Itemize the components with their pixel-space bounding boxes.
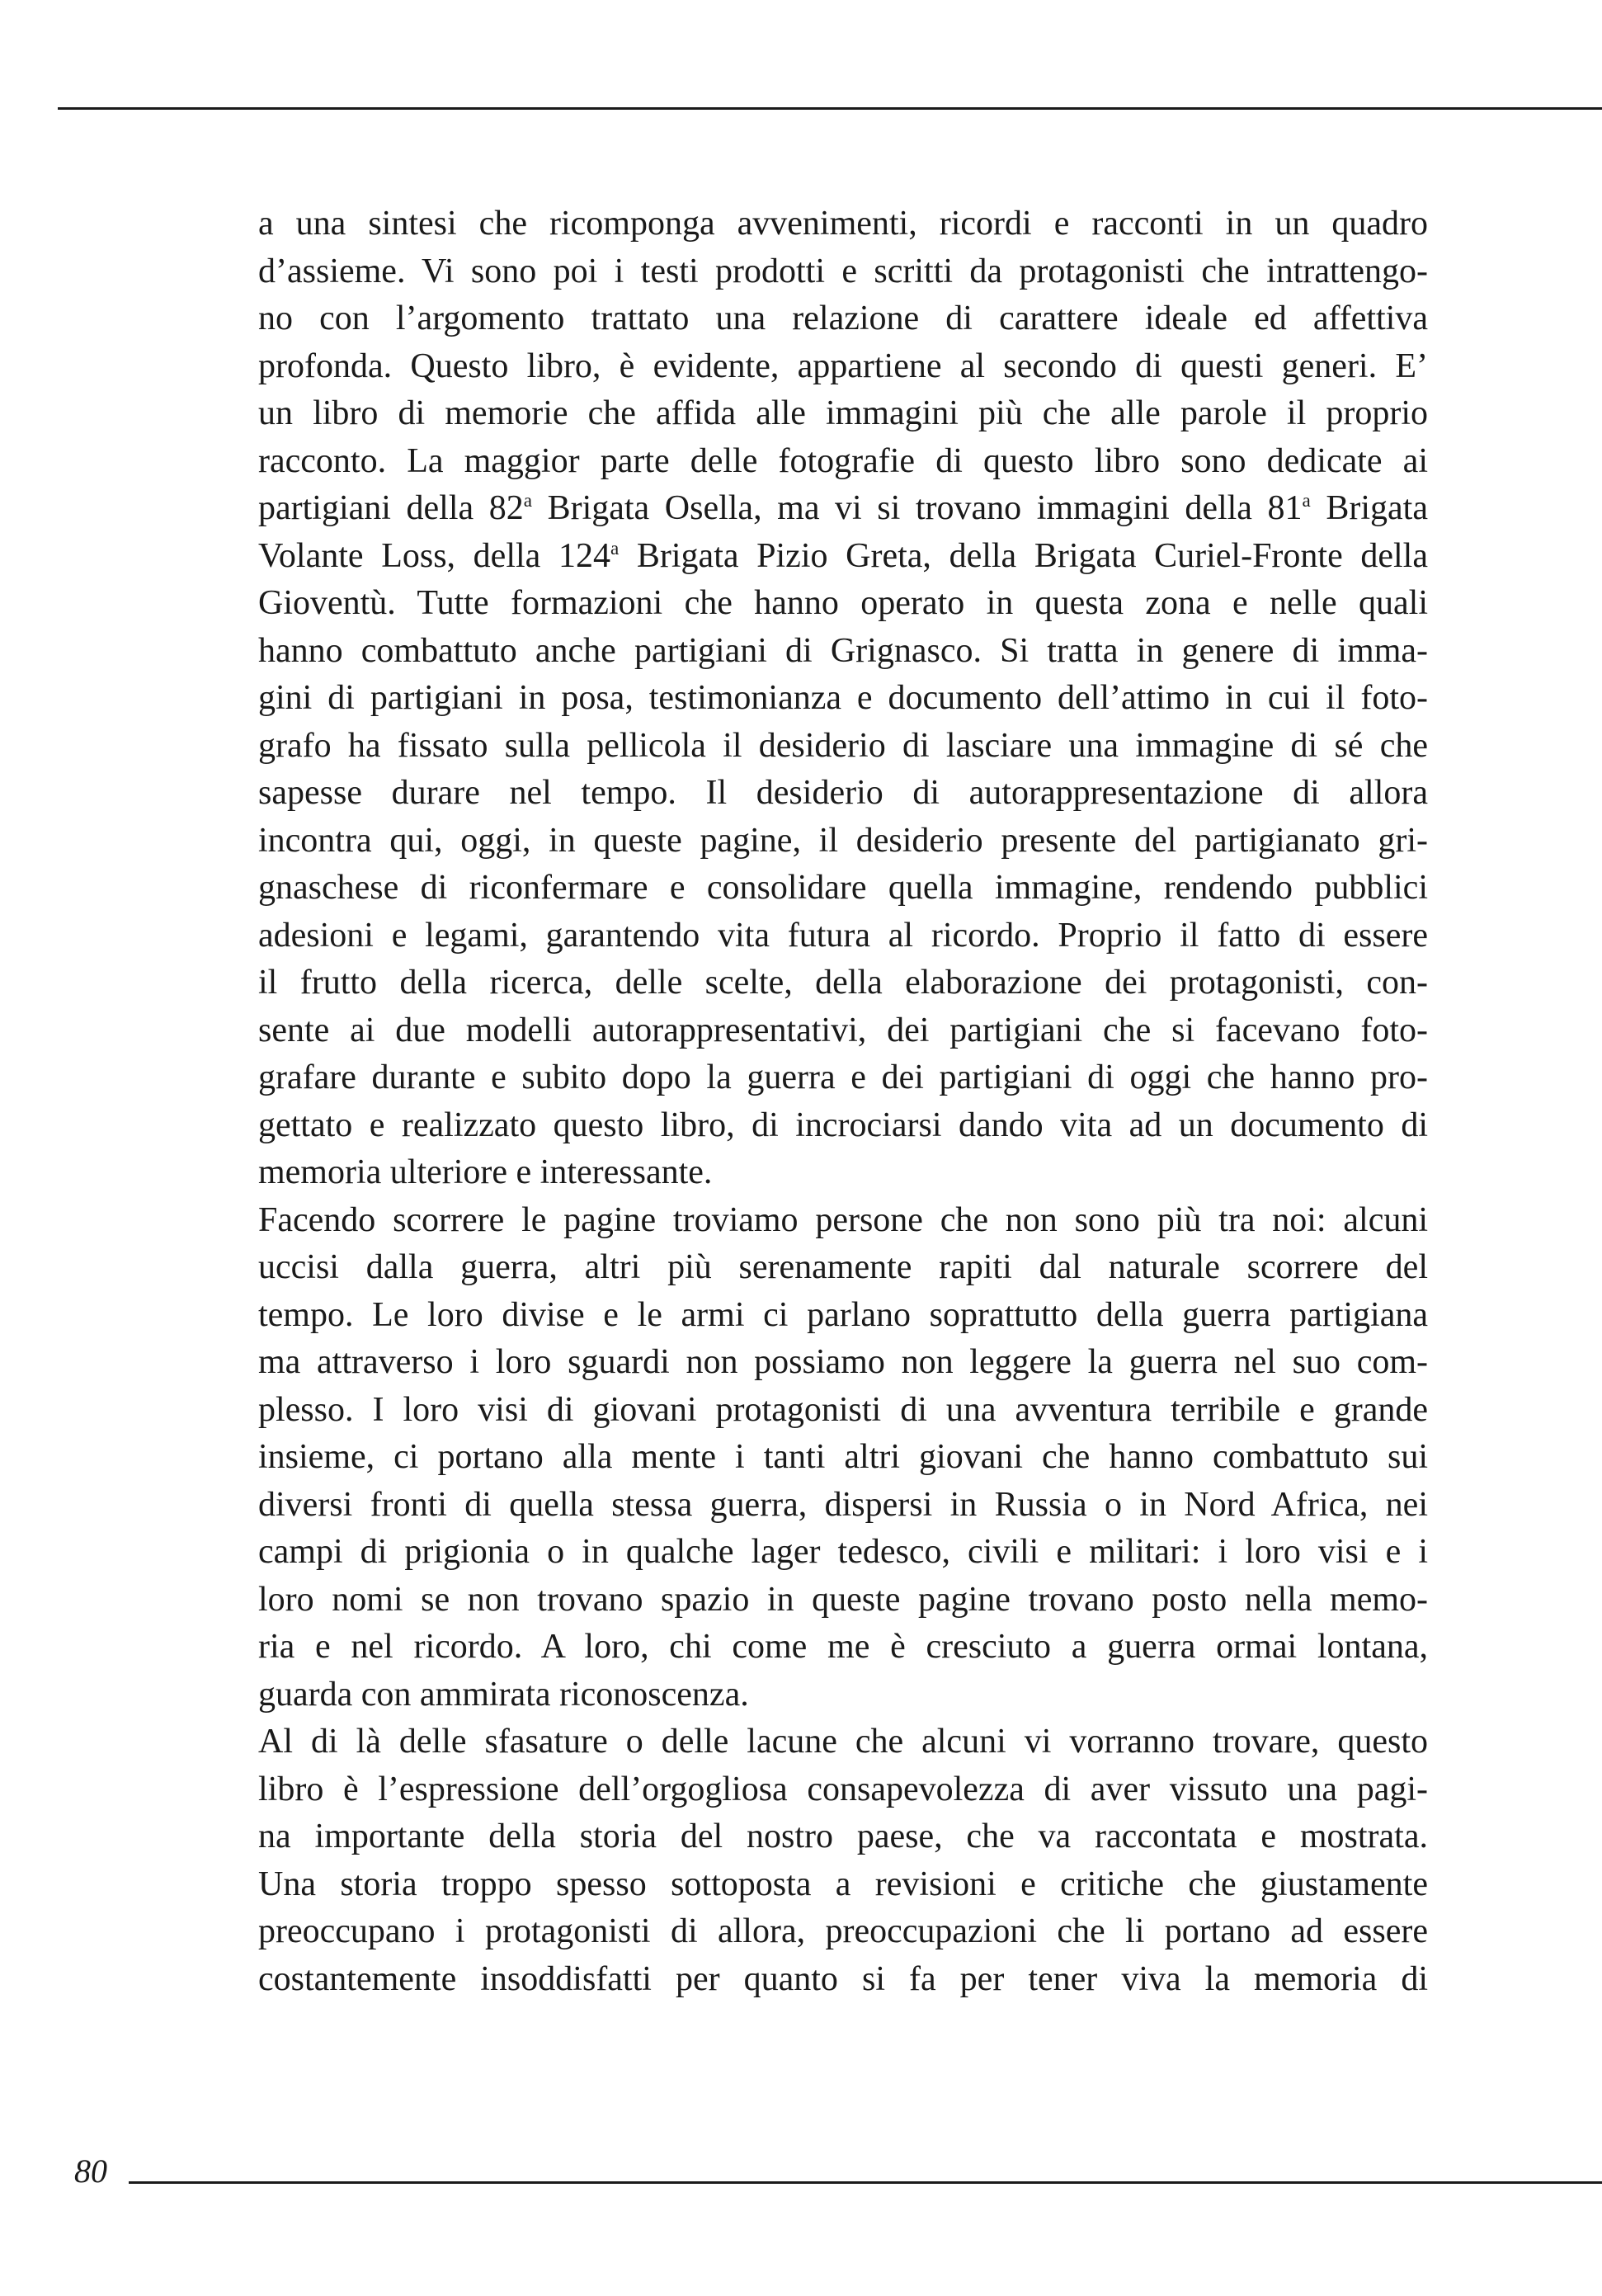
text-line: preoccupano i protagonisti di allora, preoccupazioni che li portano ad essere [258,1912,1428,1950]
text-line: un libro di memorie che affida alle immagini più che alle parole il proprio [258,394,1428,432]
paragraph-3 [258,1718,1428,2003]
text-line: plesso. I loro visi di giovani protagonisti di una avventura terribile e grande [258,1390,1428,1429]
text-line: campi di prigionia o in qualche lager tedesco, civili e militari: i loro visi e i [258,1533,1428,1571]
text-line: guarda con ammirata riconoscenza. [258,1675,749,1714]
text-line: tempo. Le loro divise e le armi ci parlano soprattutto della guerra partigiana [258,1295,1428,1334]
text-line: Una storia troppo spesso sottoposta a revisioni e critiche che giustamente [258,1865,1428,1903]
text-line: gini di partigiani in posa, testimonianza e documento dell’attimo in cui il foto- [258,679,1428,717]
footer-rule [129,2181,1602,2184]
text-line: adesioni e legami, garantendo vita futura al ricordo. Proprio il fatto di essere [258,916,1428,955]
text-line: Facendo scorrere le pagine troviamo persone che non sono più tra noi: alcuni [258,1200,1428,1239]
page-footer [74,2147,1602,2196]
text-line: grafare durante e subito dopo la guerra e dei partigiani di oggi che hanno pro- [258,1058,1428,1096]
text-line: hanno combattuto anche partigiani di Grignasco. Si tratta in genere di imma- [258,631,1428,670]
text-line: incontra qui, oggi, in queste pagine, il desiderio presente del partigianato gri- [258,821,1428,860]
text-line: insieme, ci portano alla mente i tanti altri giovani che hanno combattuto sui [258,1438,1428,1476]
text-line: costantemente insoddisfatti per quanto si fa per tener viva la memoria di [258,1959,1428,1998]
text-line: a una sintesi che ricomponga avvenimenti, ricordi e racconti in un quadro [258,205,1428,243]
page-number: 80 [74,2152,107,2190]
text-line: sente ai due modelli autorappresentativi, dei partigiani che si facevano foto- [258,1011,1428,1049]
text-line: gettato e realizzato questo libro, di incrociarsi dando vita ad un documento di [258,1106,1428,1144]
text-line: ria e nel ricordo. A loro, chi come me è cresciuto a guerra ormai lontana, [258,1628,1428,1666]
text-line: na importante della storia del nostro paese, che va raccontata e mostrata. [258,1817,1428,1855]
text-line: il frutto della ricerca, delle scelte, della elaborazione dei protagonisti, con- [258,964,1428,1002]
text-line: profonda. Questo libro, è evidente, appartiene al secondo di questi generi. E’ [258,347,1428,385]
text-line: gnaschese di riconfermare e consolidare quella immagine, rendendo pubblici [258,869,1428,907]
text-line: loro nomi se non trovano spazio in queste pagine trovano posto nella memo- [258,1580,1428,1619]
text-line: racconto. La maggior parte delle fotografie di questo libro sono dedicate ai [258,441,1428,480]
text-line: Gioventù. Tutte formazioni che hanno operato in questa zona e nelle quali [258,584,1428,622]
text-line: no con l’argomento trattato una relazione di carattere ideale ed affettiva [258,299,1428,337]
header-rule [58,107,1602,110]
text-line: partigiani della 82$^a$ Brigata Osella, ma vi si trovano immagini della 81$^a$ Brigata [258,489,1428,527]
text-line: sapesse durare nel tempo. Il desiderio di autorappresentazione di allora [258,774,1428,812]
text-line: grafo ha fissato sulla pellicola il desiderio di lasciare una immagine di sé che [258,726,1428,765]
text-line: d’assieme. Vi sono poi i testi prodotti e scritti da protagonisti che intrattengo- [258,252,1428,290]
text-line: uccisi dalla guerra, altri più serenamente rapiti dal naturale scorrere del [258,1248,1428,1286]
text-line: Al di là delle sfasature o delle lacune che alcuni vi vorranno trovare, questo [258,1723,1428,1761]
paragraph-2 [258,1197,1428,1719]
text-line: Volante Loss, della 124$^a$ Brigata Pizio Greta, della Brigata Curiel-Fronte della [258,536,1428,575]
text-line: ma attraverso i loro sguardi non possiamo non leggere la guerra nel suo com- [258,1343,1428,1381]
text-line: memoria ulteriore e interessante. [258,1153,713,1191]
body-text [258,200,1428,2003]
text-line: diversi fronti di quella stessa guerra, dispersi in Russia o in Nord Africa, nei [258,1485,1428,1524]
text-line: libro è l’espressione dell’orgogliosa consapevolezza di aver vissuto una pagi- [258,1770,1428,1808]
paragraph-1 [258,200,1428,1197]
